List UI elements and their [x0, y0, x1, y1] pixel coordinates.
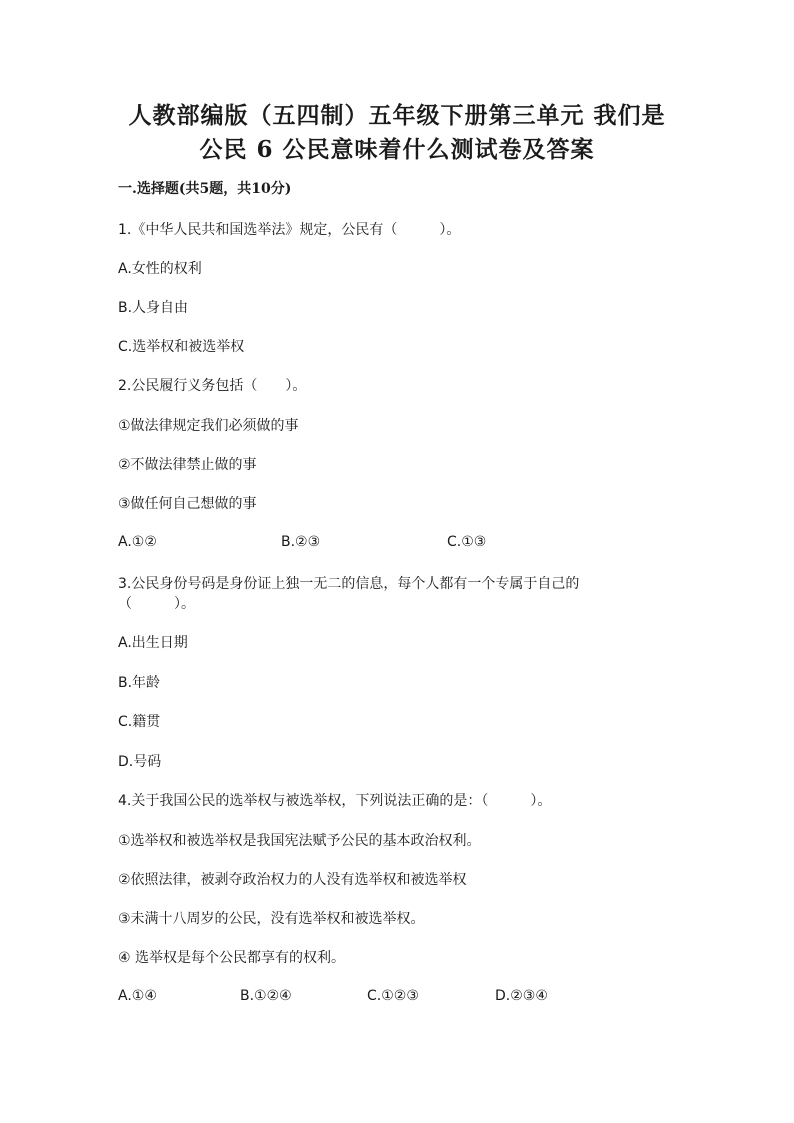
question-4-option-c: C.①②③ [367, 988, 419, 1004]
question-3-stem: 3.公民身份号码是身份证上独一无二的信息，每个人都有一个专属于自己的 [118, 576, 580, 592]
question-2-option-c: C.①③ [447, 534, 487, 550]
question-4-statement-2: ②依照法律，被剥夺政治权力的人没有选举权和被选举权 [118, 872, 467, 888]
section-heading: 一.选择题(共5题，共10分) [118, 181, 292, 197]
question-4-option-b: B.①②④ [240, 988, 292, 1004]
document-title-line-1: 人教部编版（五四制）五年级下册第三单元 我们是 [128, 102, 666, 129]
question-2-statement-1: ①做法律规定我们必须做的事 [118, 418, 299, 434]
question-1-option-c: C.选举权和被选举权 [118, 339, 245, 355]
question-2-option-a: A.①② [118, 534, 157, 550]
question-4-option-d: D.②③④ [495, 988, 548, 1004]
question-3-option-d: D.号码 [118, 754, 162, 770]
question-3-option-a: A.出生日期 [118, 635, 188, 651]
question-3-option-c: C.籍贯 [118, 714, 161, 730]
question-4-option-a: A.①④ [118, 988, 157, 1004]
question-1-option-a: A.女性的权利 [118, 261, 202, 277]
question-2-stem: 2.公民履行义务包括（ ）。 [118, 378, 307, 394]
question-2-option-b: B.②③ [281, 534, 321, 550]
question-3-stem-continued: （ ）。 [118, 596, 195, 612]
question-1-stem: 1.《中华人民共和国选举法》规定，公民有（ ）。 [118, 222, 461, 238]
question-1-option-b: B.人身自由 [118, 300, 189, 316]
question-4-statement-4: ④ 选举权是每个公民都享有的权利。 [118, 950, 346, 966]
question-4-statement-3: ③未满十八周岁的公民，没有选举权和被选举权。 [118, 911, 425, 927]
question-4-statement-1: ①选举权和被选举权是我国宪法赋予公民的基本政治权利。 [118, 833, 481, 849]
question-2-statement-3: ③做任何自己想做的事 [118, 496, 257, 512]
question-3-option-b: B.年龄 [118, 675, 161, 691]
question-4-stem: 4.关于我国公民的选举权与被选举权，下列说法正确的是：（ ）。 [118, 793, 552, 809]
document-title-line-2: 公民 6 公民意味着什么测试卷及答案 [199, 136, 595, 163]
question-2-statement-2: ②不做法律禁止做的事 [118, 457, 257, 473]
